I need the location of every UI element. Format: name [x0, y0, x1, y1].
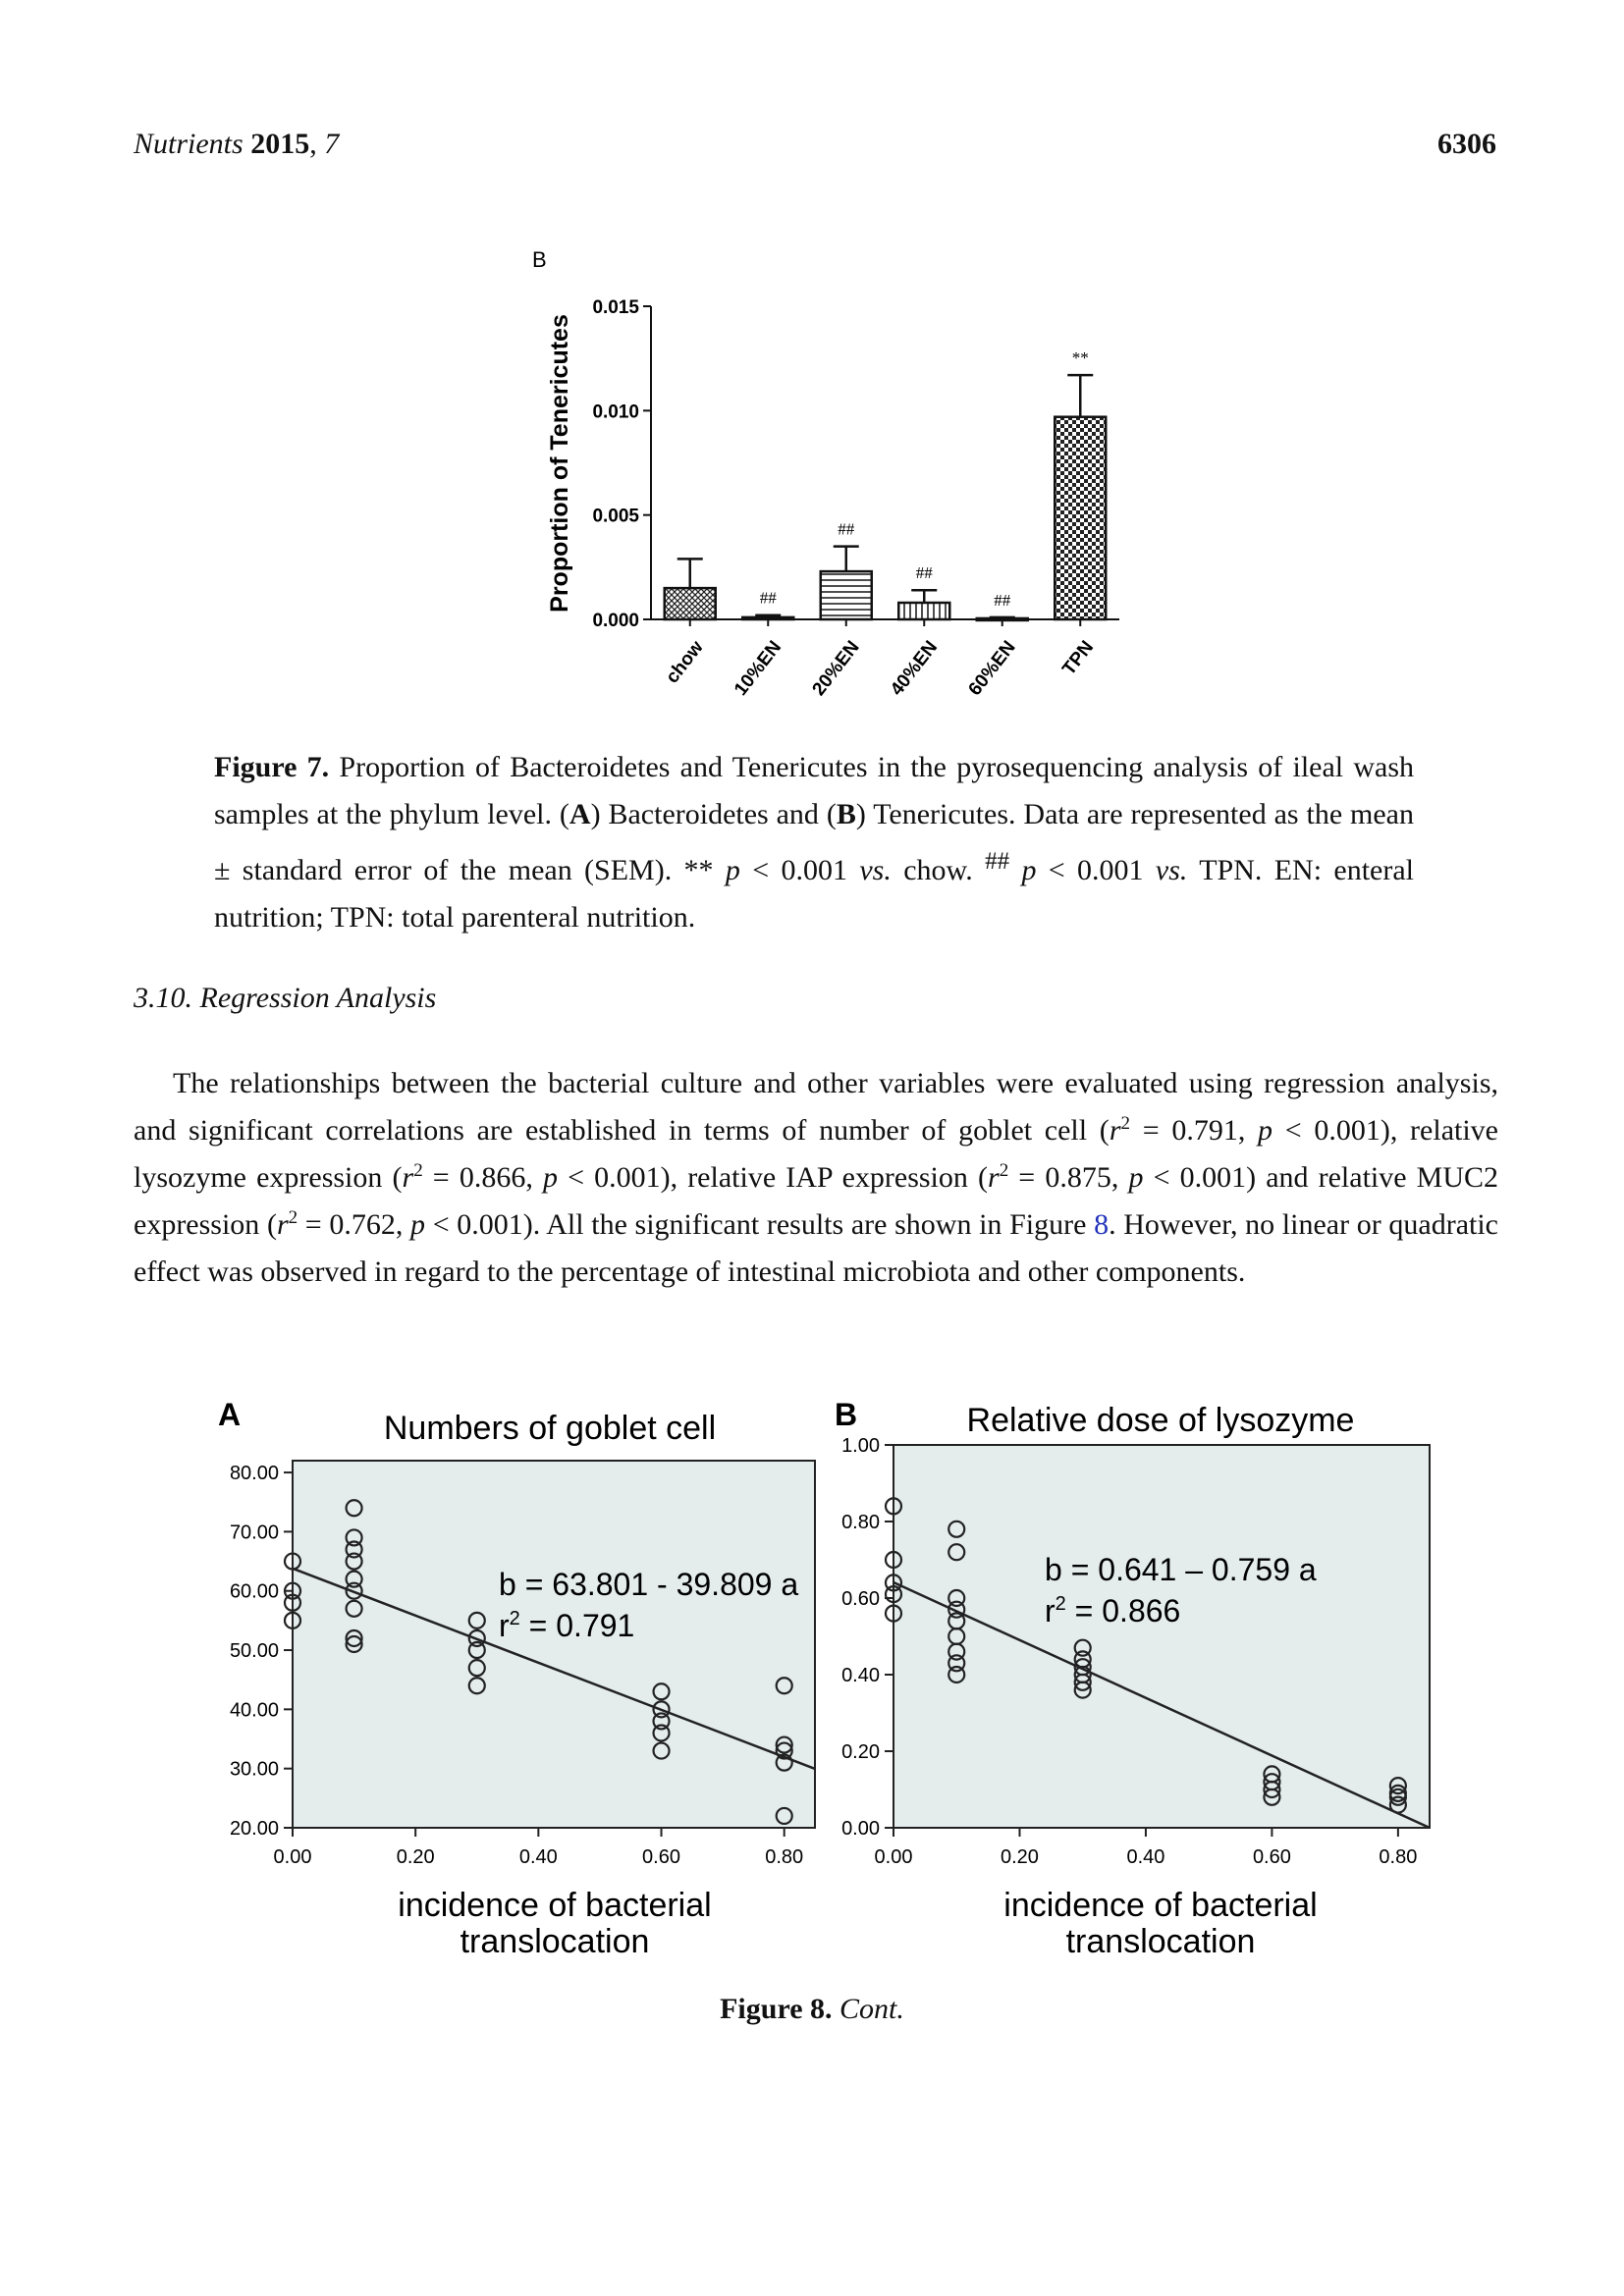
y-tick-label: 0.005: [592, 506, 639, 527]
y-tick-label: 80.00: [229, 1463, 279, 1485]
para-p: p: [1258, 1114, 1273, 1147]
para-r: r: [276, 1208, 289, 1241]
x-tick-label: 0.60: [1252, 1846, 1291, 1868]
para-text: = 0.875,: [1008, 1161, 1129, 1194]
x-tick-label: 10%EN: [730, 637, 786, 700]
para-p: p: [410, 1208, 426, 1241]
x-tick-label: 20%EN: [808, 637, 864, 700]
caption-panel-a: A: [568, 798, 591, 830]
para-p: p: [542, 1161, 558, 1194]
para-text: = 0.866,: [422, 1161, 543, 1194]
caption-text: ) Bacteroidetes and (: [590, 798, 837, 830]
running-header: Nutrients 2015, 7: [134, 128, 340, 160]
x-tick-label: 0.20: [1001, 1846, 1039, 1868]
caption-p: p: [725, 854, 740, 886]
para-sup: 2: [288, 1207, 298, 1228]
body-paragraph: [134, 1060, 1498, 1296]
y-tick-label: 0.000: [592, 611, 639, 631]
plot-area: [893, 1445, 1430, 1828]
x-tick-label: 0.40: [518, 1846, 558, 1868]
caption-vs: vs.: [859, 854, 892, 886]
bar-40%EN: [898, 603, 949, 619]
para-sup: 2: [1120, 1113, 1130, 1134]
para-sup: 2: [413, 1160, 423, 1181]
para-p: p: [1128, 1161, 1144, 1194]
x-tick-label: 0.40: [1126, 1846, 1165, 1868]
section-heading: 3.10. Regression Analysis: [134, 982, 437, 1014]
x-tick-label: 60%EN: [964, 637, 1020, 700]
bar-chow: [665, 588, 716, 619]
y-tick-label: 0.80: [841, 1512, 880, 1533]
y-tick-label: 0.60: [841, 1588, 880, 1610]
significance-mark: ##: [759, 588, 777, 608]
journal-year: 2015: [250, 128, 310, 160]
y-tick-label: 50.00: [229, 1640, 279, 1663]
significance-mark: **: [1071, 348, 1089, 368]
plot-area: [293, 1461, 815, 1828]
chart-title: Numbers of goblet cell: [383, 1410, 717, 1447]
figure-8-scatter-plots: [0, 1374, 1624, 1983]
page-number: 6306: [1437, 128, 1496, 160]
r-squared-label: $r^2 = 0.866$: [1045, 1593, 1181, 1629]
y-tick-label: 60.00: [229, 1580, 279, 1603]
figure-8b-panel-label: B: [835, 1397, 858, 1432]
x-tick-label: 0.00: [273, 1846, 312, 1868]
x-tick-label: 0.00: [874, 1846, 913, 1868]
x-axis-label: translocation: [460, 1923, 650, 1960]
para-text: The relationships between the bacterial culture and other variables were evaluated using regression analysis, and significant correlations are established in terms of number of goblet cell (: [134, 1067, 1498, 1147]
journal-name: Nutrients: [134, 128, 244, 160]
figure-7-label: Figure 7.: [214, 751, 330, 783]
caption-text: TPN. EN: enteral nutrition; TPN: total parenteral nutrition.: [214, 854, 1414, 934]
x-axis-label: translocation: [1065, 1923, 1256, 1960]
x-axis-label: incidence of bacterial: [398, 1887, 712, 1924]
y-tick-label: 0.015: [592, 297, 639, 318]
x-tick-label: 0.60: [642, 1846, 680, 1868]
x-axis-label: incidence of bacterial: [1003, 1887, 1318, 1924]
figure-8-link[interactable]: 8: [1094, 1208, 1110, 1241]
caption-vs: vs.: [1155, 854, 1188, 886]
significance-mark: ##: [994, 590, 1011, 610]
y-tick-label: 40.00: [229, 1699, 279, 1722]
figure-8a-panel-label: A: [218, 1397, 242, 1432]
figure-7b-panel-label: B: [532, 247, 547, 272]
para-text: < 0.001) and relative MUC2 expression (: [134, 1161, 1499, 1241]
para-r: r: [402, 1161, 414, 1194]
figure-8-label: Figure 8.: [720, 1993, 833, 2025]
para-text: < 0.001), relative lysozyme expression (: [134, 1114, 1498, 1194]
para-r: r: [1109, 1114, 1121, 1147]
x-tick-label: 0.80: [765, 1846, 804, 1868]
x-tick-label: chow: [662, 637, 708, 688]
caption-p: p: [1021, 854, 1037, 886]
y-tick-label: 0.20: [841, 1741, 880, 1763]
para-text: < 0.001). All the significant results are shown in Figure: [425, 1208, 1095, 1241]
para-text: . However, no linear or quadratic effect was observed in regard to the percentage of intestinal microbiota and other components.: [134, 1208, 1498, 1288]
para-sup: 2: [999, 1160, 1009, 1181]
x-tick-label: 0.20: [396, 1846, 435, 1868]
figure-8-caption: [0, 1993, 1624, 2026]
r-squared-label: $r^2 = 0.791$: [499, 1608, 635, 1643]
figure-7b-bar-chart: [0, 0, 1624, 726]
y-tick-label: 20.00: [229, 1818, 279, 1840]
caption-text: < 0.001: [1036, 854, 1156, 886]
regression-equation: b = 0.641 – 0.759 a: [1045, 1552, 1317, 1587]
y-tick-label: 0.00: [841, 1818, 880, 1840]
para-text: < 0.001), relative IAP expression (: [557, 1161, 988, 1194]
y-tick-label: 1.00: [841, 1435, 880, 1457]
regression-equation: b = 63.801 - 39.809 a: [499, 1567, 799, 1602]
y-tick-label: 0.40: [841, 1665, 880, 1686]
y-tick-label: 0.010: [592, 401, 639, 423]
caption-text: Proportion of Bacteroidetes and Tenericutes in the pyrosequencing analysis of ileal wash samples at the phylum level. (: [214, 751, 1415, 830]
y-tick-label: 30.00: [229, 1758, 279, 1781]
significance-mark: ##: [838, 519, 855, 539]
bar-10%EN: [742, 617, 793, 619]
bar-TPN: [1055, 417, 1106, 619]
para-r: r: [988, 1161, 1000, 1194]
significance-mark: ##: [915, 563, 933, 583]
chart-title: Relative dose of lysozyme: [966, 1402, 1355, 1439]
figure-8-cont: Cont.: [839, 1993, 904, 2025]
x-tick-label: TPN: [1058, 637, 1099, 680]
caption-text: ) Tenericutes. Data are represented as the mean ± standard error of the mean (SEM). **: [214, 798, 1415, 886]
y-tick-label: 70.00: [229, 1522, 279, 1544]
caption-hash: ##: [985, 848, 1010, 875]
x-tick-label: 0.80: [1379, 1846, 1418, 1868]
figure-7-caption: [214, 744, 1414, 941]
caption-text: < 0.001: [739, 854, 860, 886]
para-text: = 0.791,: [1130, 1114, 1259, 1147]
y-axis-label: Proportion of Tenericutes: [546, 314, 573, 613]
bar-20%EN: [821, 571, 872, 619]
journal-volume: 7: [324, 128, 340, 160]
caption-text: chow.: [891, 854, 986, 886]
para-text: = 0.762,: [298, 1208, 411, 1241]
caption-panel-b: B: [836, 798, 856, 830]
x-tick-label: 40%EN: [886, 637, 943, 700]
